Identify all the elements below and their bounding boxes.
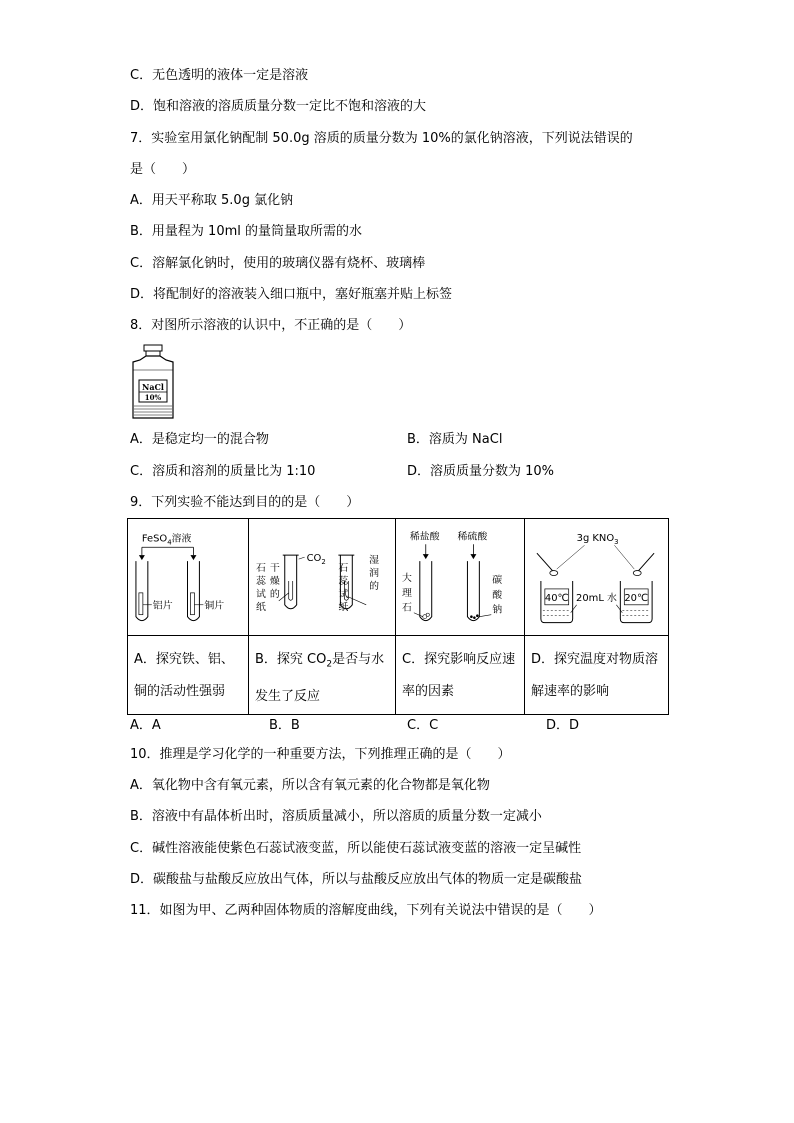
q9-figure-b (249, 519, 396, 636)
q7-option-c: C．溶解氯化钠时，使用的玻璃仪器有烧杯、玻璃棒 (130, 256, 426, 271)
q9-desc-c: C．探究影响反应速率的因素 (396, 636, 525, 715)
q7-stem-line1: 7．实验室用氯化钠配制 50.0g 溶质的质量分数为 10%的氯化钠溶液，下列说法错误的 (130, 131, 633, 146)
q10-option-b: B．溶液中有晶体析出时，溶质质量减小，所以溶质的质量分数一定减小 (130, 809, 542, 824)
fig-b-left-char: 石 (255, 563, 266, 575)
q9-experiment-table (127, 518, 669, 715)
fig-b-left-char: 纸 (255, 601, 266, 613)
fig-a-right-label: 铜片 (204, 600, 225, 612)
q7-stem-line2: 是（ ） (130, 162, 196, 177)
q6-option-c: C．无色透明的液体一定是溶液 (130, 68, 309, 83)
q9-answer-c: C．C (407, 718, 439, 733)
fig-c-acid1: 稀盐酸 (409, 531, 440, 543)
q9-figure-c (396, 519, 525, 636)
fig-b-left2-char: 干 (269, 563, 280, 575)
fig-c-left-char: 大 (401, 572, 412, 584)
fig-d-temp-left: 40℃ (544, 592, 569, 604)
q9-figure-d (525, 519, 669, 636)
reagent-bottle-figure (130, 344, 176, 420)
q11-stem: 11．如图为甲、乙两种固体物质的溶解度曲线，下列有关说法中错误的是（ ） (130, 903, 602, 918)
fig-b-right-char: 蕊 (338, 575, 349, 587)
fig-b-right2-char: 润 (369, 568, 380, 580)
fig-b-left-char: 蕊 (255, 575, 266, 587)
q7-option-a: A．用天平称取 5.0g 氯化钠 (130, 193, 294, 208)
bottle-label-percent: 10% (144, 393, 162, 402)
q9-answer-a: A．A (130, 718, 161, 733)
q9-desc-a: A．探究铁、铝、铜的活动性强弱 (128, 636, 249, 715)
q10-option-a: A．氧化物中含有氧元素，所以含有氧元素的化合物都是氧化物 (130, 778, 490, 793)
fig-b-right2-char: 的 (369, 580, 380, 592)
q9-desc-d: D．探究温度对物质溶解速率的影响 (525, 636, 669, 715)
q8-stem: 8．对图所示溶液的认识中，不正确的是（ ） (130, 318, 412, 333)
fig-b-left2-char: 的 (269, 588, 280, 600)
fig-c-right-char: 酸 (492, 589, 503, 601)
q10-option-c: C．碱性溶液能使紫色石蕊试液变蓝，所以能使石蕊试液变蓝的溶液一定呈碱性 (130, 841, 582, 856)
fig-d-temp-right: 20℃ (624, 592, 649, 604)
fig-a-reagent: FeSO$_4$溶液 (141, 533, 192, 547)
q7-option-d: D．将配制好的溶液装入细口瓶中，塞好瓶塞并贴上标签 (130, 287, 453, 302)
fig-c-acid2: 稀硫酸 (457, 531, 488, 543)
q8-option-c: C．溶质和溶剂的质量比为 1:10 (130, 464, 316, 479)
q9-answer-d: D．D (546, 718, 580, 733)
q9-desc-b: B．探究 $CO_2$是否与水发生了反应 (249, 636, 396, 715)
bottle-label-formula: NaCl (142, 382, 164, 392)
fig-c-right-char: 钠 (492, 604, 503, 616)
fig-c-left-char: 理 (401, 587, 412, 599)
fig-b-left2-char: 燥 (269, 575, 280, 587)
fig-d-solute: 3g $KNO_3$ (576, 533, 619, 547)
fig-a-left-label: 铝片 (152, 600, 173, 612)
q10-option-d: D．碳酸盐与盐酸反应放出气体，所以与盐酸反应放出气体的物质一定是碳酸盐 (130, 872, 583, 887)
fig-c-right-char: 碳 (492, 574, 503, 586)
q8-option-a: A．是稳定均一的混合物 (130, 432, 269, 447)
fig-d-water: 20mL 水 (576, 592, 617, 604)
fig-b-right-char: 试 (338, 588, 349, 600)
q6-option-d: D．饱和溶液的溶质质量分数一定比不饱和溶液的大 (130, 99, 427, 114)
fig-b-left-char: 试 (255, 588, 266, 600)
q9-stem: 9．下列实验不能达到目的的是（ ） (130, 495, 360, 510)
q9-answer-b: B．B (269, 718, 300, 733)
fig-b-right-char: 石 (338, 563, 349, 575)
q9-figure-a (128, 519, 249, 636)
fig-b-gas: $CO_2$ (306, 553, 326, 567)
fig-b-right-char: 纸 (338, 601, 349, 613)
q7-option-b: B．用量程为 10ml 的量筒量取所需的水 (130, 224, 363, 239)
q8-option-b: B．溶质为 NaCl (407, 432, 503, 447)
q8-option-d: D．溶质质量分数为 10% (407, 464, 555, 479)
q10-stem: 10．推理是学习化学的一种重要方法，下列推理正确的是（ ） (130, 747, 511, 762)
fig-b-right2-char: 湿 (369, 555, 380, 567)
fig-c-left-char: 石 (401, 602, 412, 614)
